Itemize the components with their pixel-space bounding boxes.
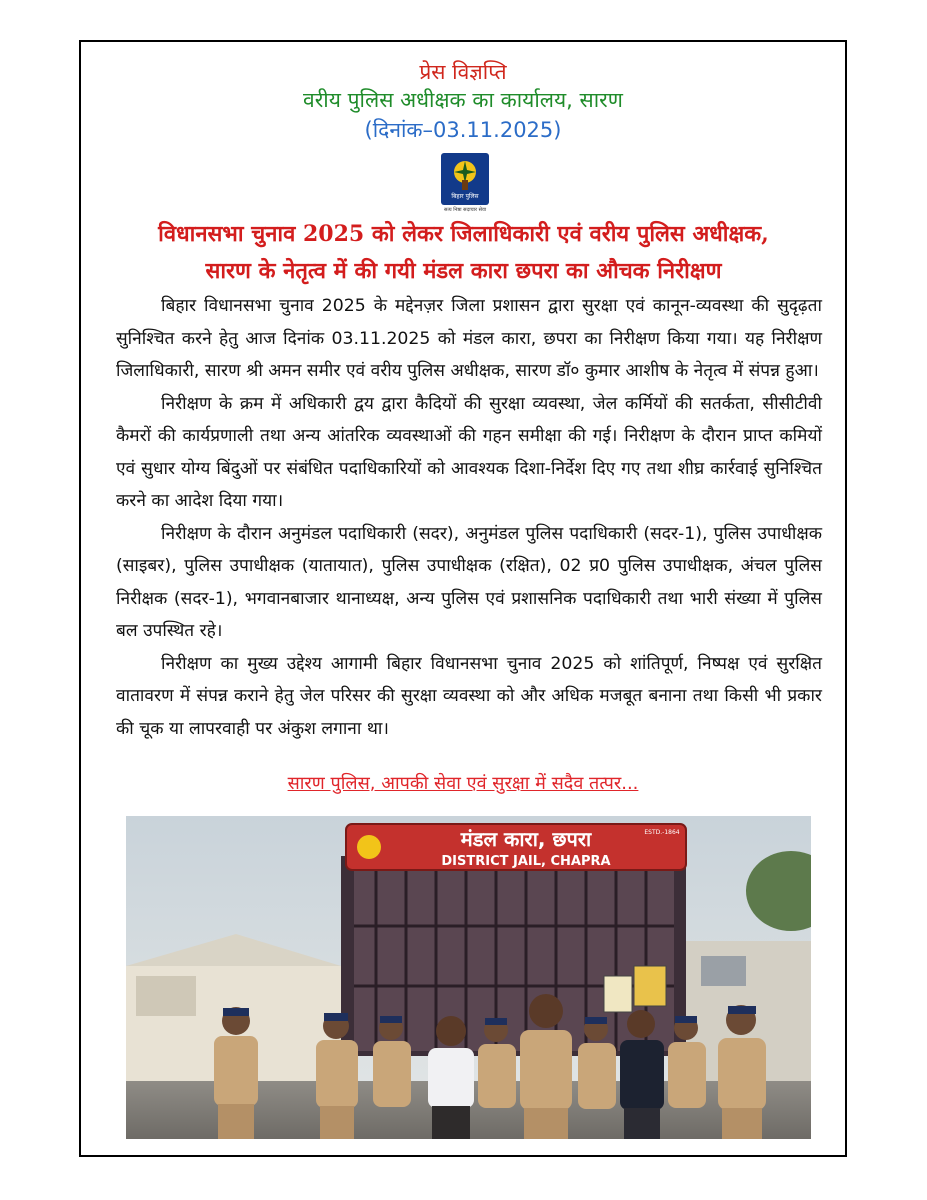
logo-caption: सत्य निष्ठा सदाचार सेवा <box>443 207 487 213</box>
sign-estd-text: ESTD.-1864 <box>644 829 680 836</box>
paragraph-3: निरीक्षण के दौरान अनुमंडल पदाधिकारी (सदर), अनुमंडल पुलिस पदाधिकारी (सदर-1), पुलिस उपाधीक्षक (साइबर), पुलिस उपाधीक्षक (यातायात), पुलिस उपाधीक्षक (रक्षित), 02 प्र0 पुलिस उपाधीक्षक, अंचल पुलिस निरीक्षक (सदर-1), भगवानबाजार थानाध्यक्ष, अन्य पुलिस एवं प्रशासनिक पदाधिकारी तथा भारी संख्या में पुलिस बल उपस्थित रहे। <box>116 523 822 641</box>
sign-english-text: DISTRICT JAIL, CHAPRA <box>441 854 611 869</box>
release-date: (दिनांक–03.11.2025) <box>364 118 562 142</box>
tagline: सारण पुलिस, आपकी सेवा एवं सुरक्षा में सदैव तत्पर... <box>287 773 639 794</box>
paragraph-4: निरीक्षण का मुख्य उद्देश्य आगामी बिहार विधानसभा चुनाव 2025 को शांतिपूर्ण, निष्पक्ष एवं सुरक्षित वातावरण में संपन्न कराने हेतु जेल परिसर की सुरक्षा व्यवस्था को और अधिक मजबूत बनाना तथा किसी भी प्रकार की चूक या लापरवाही पर अंकुश लगाना था। <box>116 653 822 739</box>
office-name: वरीय पुलिस अधीक्षक का कार्यालय, सारण <box>303 88 623 112</box>
sign-hindi-text: मंडल कारा, छपरा <box>460 827 592 851</box>
inspection-photo <box>126 816 811 1139</box>
bihar-police-emblem-icon <box>440 152 490 206</box>
logo-brand-text: बिहार पुलिस <box>451 193 479 200</box>
paragraph-2: निरीक्षण के क्रम में अधिकारी द्वय द्वारा कैदियों की सुरक्षा व्यवस्था, जेल कर्मियों की सतर्कता, सीसीटीवी कैमरों की कार्यप्रणाली तथा अन्य आंतरिक व्यवस्थाओं की गहन समीक्षा की गई। निरीक्षण के दौरान प्राप्त कमियों एवं सुधार योग्य बिंदुओं पर संबंधित पदाधिकारियों को आवश्यक दिशा-निर्देश दिए गए तथा शीघ्र कार्रवाई सुनिश्चित करने का आदेश दिया गया। <box>116 393 822 511</box>
press-release-body <box>116 290 822 745</box>
headline-line-2: सारण के नेतृत्व में की गयी मंडल कारा छपरा का औचक निरीक्षण <box>205 258 722 284</box>
headline-line-1: विधानसभा चुनाव 2025 को लेकर जिलाधिकारी एवं वरीय पुलिस अधीक्षक, <box>158 221 769 247</box>
paragraph-1: बिहार विधानसभा चुनाव 2025 के मद्देनज़र जिला प्रशासन द्वारा सुरक्षा एवं कानून-व्यवस्था की सुदृढ़ता सुनिश्चित करने हेतु आज दिनांक 03.11.2025 को मंडल कारा, छपरा का निरीक्षण किया गया। यह निरीक्षण जिलाधिकारी, सारण श्री अमन समीर एवं वरीय पुलिस अधीक्षक, सारण डॉ० कुमार आशीष के नेतृत्व में संपन्न हुआ। <box>116 296 822 381</box>
press-release-title: प्रेस विज्ञप्ति <box>419 60 507 84</box>
